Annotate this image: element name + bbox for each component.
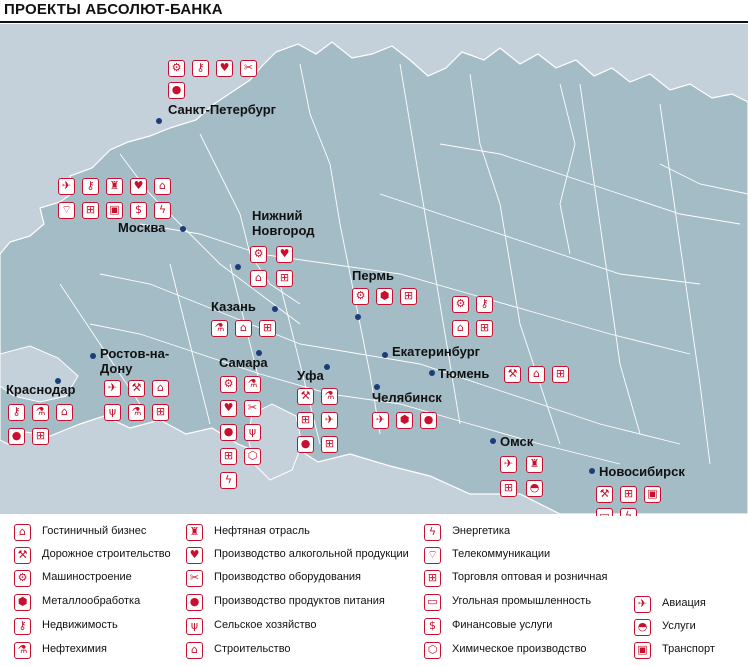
legend-label: Химическое производство (452, 643, 587, 655)
oil-icon: ♜ (106, 178, 123, 195)
trade-icon: ⊞ (82, 202, 99, 219)
trade-icon: ⊞ (476, 320, 493, 337)
road-icon: ⚒ (297, 388, 314, 405)
construction-icon: ⌂ (250, 270, 267, 287)
city-label-samara: Самара (219, 355, 268, 370)
energy-icon: ϟ (220, 472, 237, 489)
legend-label: Производство алкогольной продукции (214, 548, 409, 560)
petrochem-icon: ⚗ (128, 404, 145, 421)
petrochem-icon: ⚗ (211, 320, 228, 337)
construction-icon: ⌂ (152, 380, 169, 397)
alcohol-icon: ♥ (220, 400, 237, 417)
construction-icon: ⌂ (528, 366, 545, 383)
trade-icon: ⊞ (32, 428, 49, 445)
food-icon: ● (186, 594, 203, 611)
legend-label: Гостиничный бизнес (42, 525, 147, 537)
machinery-icon: ⚙ (352, 288, 369, 305)
alcohol-icon: ♥ (216, 60, 233, 77)
equipment-icon: ✂ (240, 60, 257, 77)
food-icon: ● (168, 82, 185, 99)
aviation-icon: ✈ (500, 456, 517, 473)
legend-label: Финансовые услуги (452, 619, 553, 631)
machinery-icon: ⚙ (168, 60, 185, 77)
realty-icon: ⚷ (14, 618, 31, 635)
legend-label: Сельское хозяйство (214, 619, 317, 631)
trade-icon: ⊞ (220, 448, 237, 465)
agri-icon: ψ (244, 424, 261, 441)
legend-label: Нефтяная отрасль (214, 525, 310, 537)
oil-icon: ♜ (186, 524, 203, 541)
legend-label: Дорожное строительство (42, 548, 171, 560)
legend-label: Угольная промышленность (452, 595, 592, 607)
page-title: ПРОЕКТЫ АБСОЛЮТ-БАНКА (4, 1, 223, 18)
energy-icon: ϟ (424, 524, 441, 541)
city-dot-nn (235, 264, 241, 270)
agri-icon: ψ (186, 618, 203, 635)
city-label-perm: Пермь (352, 268, 394, 283)
city-label-krasnodar: Краснодар (6, 382, 76, 397)
legend-label: Производство оборудования (214, 571, 361, 583)
realty-icon: ⚷ (8, 404, 25, 421)
legend-label: Строительство (214, 643, 291, 655)
trade-icon: ⊞ (321, 436, 338, 453)
petrochem-icon: ⚗ (32, 404, 49, 421)
petrochem-icon: ⚗ (321, 388, 338, 405)
city-label-moscow: Москва (118, 220, 166, 235)
services-icon: ◓ (634, 619, 651, 636)
trade-icon: ⊞ (259, 320, 276, 337)
city-dot-ufa (324, 364, 330, 370)
construction-icon: ⌂ (452, 320, 469, 337)
equipment-icon: ✂ (186, 570, 203, 587)
food-icon: ● (8, 428, 25, 445)
trade-icon: ⊞ (276, 270, 293, 287)
legend-label: Металлообработка (42, 595, 141, 607)
construction-icon: ⌂ (186, 642, 203, 659)
trade-icon: ⊞ (500, 480, 517, 497)
city-dot-ekb (382, 352, 388, 358)
food-icon: ● (297, 436, 314, 453)
legend-label: Недвижимость (42, 619, 118, 631)
transport-icon: ▣ (634, 642, 651, 659)
metal-icon: ⬢ (396, 412, 413, 429)
legend-label: Энергетика (452, 525, 511, 537)
city-label-ufa: Уфа (297, 368, 324, 383)
trade-icon: ⊞ (620, 486, 637, 503)
city-label-kazan: Казань (211, 299, 256, 314)
city-label-nsk: Новосибирск (599, 464, 685, 479)
finance-icon: $ (130, 202, 147, 219)
legend-label: Торговля оптовая и розничная (452, 571, 608, 583)
oil-icon: ♜ (526, 456, 543, 473)
city-dot-kazan (272, 306, 278, 312)
metal-icon: ⬢ (14, 594, 31, 611)
realty-icon: ⚷ (476, 296, 493, 313)
legend-label: Нефтехимия (42, 643, 107, 655)
alcohol-icon: ♥ (186, 547, 203, 564)
realty-icon: ⚷ (192, 60, 209, 77)
city-dot-tyumen (429, 370, 435, 376)
telecom-icon: ⌔ (58, 202, 75, 219)
city-dot-spb (156, 118, 162, 124)
transport-icon: ▣ (644, 486, 661, 503)
construction-icon: ⌂ (56, 404, 73, 421)
legend-label: Транспорт (662, 643, 715, 655)
map (0, 24, 748, 514)
city-dot-rostov (90, 353, 96, 359)
city-dot-perm (355, 314, 361, 320)
finance-icon: $ (424, 618, 441, 635)
city-label-ekb: Екатеринбург (392, 344, 481, 359)
services-icon: ◓ (526, 480, 543, 497)
city-label-tyumen: Тюмень (438, 366, 490, 381)
equipment-icon: ✂ (244, 400, 261, 417)
hotel-icon: ⌂ (14, 524, 31, 541)
metal-icon: ⬢ (376, 288, 393, 305)
legend-label: Услуги (662, 620, 696, 632)
transport-icon: ▣ (106, 202, 123, 219)
road-icon: ⚒ (504, 366, 521, 383)
agri-icon: ψ (104, 404, 121, 421)
legend-label: Авиация (662, 597, 706, 609)
trade-icon: ⊞ (400, 288, 417, 305)
machinery-icon: ⚙ (14, 570, 31, 587)
aviation-icon: ✈ (634, 596, 651, 613)
header (0, 0, 748, 24)
legend-label: Телекоммуникации (452, 548, 551, 560)
city-dot-nsk (589, 468, 595, 474)
city-label-spb: Санкт-Петербург (168, 102, 277, 117)
city-label-nn: Нижний Новгород (252, 208, 315, 238)
aviation-icon: ✈ (321, 412, 338, 429)
title-rule (0, 21, 748, 23)
telecom-icon: ⌔ (424, 547, 441, 564)
machinery-icon: ⚙ (220, 376, 237, 393)
city-label-omsk: Омск (500, 434, 534, 449)
city-label-chel: Челябинск (372, 390, 442, 405)
food-icon: ● (420, 412, 437, 429)
machinery-icon: ⚙ (452, 296, 469, 313)
hotel-icon: ⌂ (154, 178, 171, 195)
trade-icon: ⊞ (297, 412, 314, 429)
chemical-icon: ⬡ (244, 448, 261, 465)
trade-icon: ⊞ (552, 366, 569, 383)
road-icon: ⚒ (128, 380, 145, 397)
food-icon: ● (220, 424, 237, 441)
trade-icon: ⊞ (424, 570, 441, 587)
city-label-rostov: Ростов-на-Дону (100, 346, 170, 376)
aviation-icon: ✈ (58, 178, 75, 195)
construction-icon: ⌂ (235, 320, 252, 337)
coal-icon: ▭ (424, 594, 441, 611)
petrochem-icon: ⚗ (244, 376, 261, 393)
road-icon: ⚒ (596, 486, 613, 503)
chemical-icon: ⬡ (424, 642, 441, 659)
machinery-icon: ⚙ (250, 246, 267, 263)
petrochem-icon: ⚗ (14, 642, 31, 659)
legend (0, 516, 748, 666)
alcohol-icon: ♥ (130, 178, 147, 195)
legend-label: Машиностроение (42, 571, 132, 583)
trade-icon: ⊞ (152, 404, 169, 421)
city-dot-moscow (180, 226, 186, 232)
legend-label: Производство продуктов питания (214, 595, 385, 607)
alcohol-icon: ♥ (276, 246, 293, 263)
city-dot-omsk (490, 438, 496, 444)
road-icon: ⚒ (14, 547, 31, 564)
aviation-icon: ✈ (104, 380, 121, 397)
energy-icon: ϟ (154, 202, 171, 219)
aviation-icon: ✈ (372, 412, 389, 429)
realty-icon: ⚷ (82, 178, 99, 195)
